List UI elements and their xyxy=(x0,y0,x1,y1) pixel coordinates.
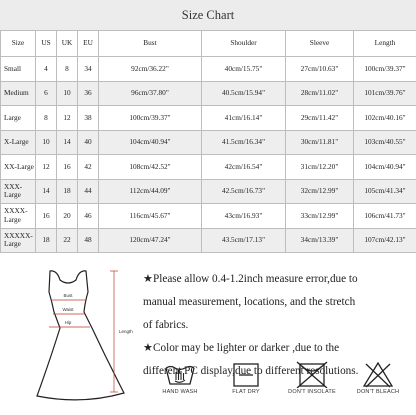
dress-outline xyxy=(37,271,124,400)
care-label: DON'T INSOLATE xyxy=(288,389,336,395)
table-cell: 120cm/47.24" xyxy=(99,228,202,253)
table-cell: 116cm/45.67" xyxy=(99,204,202,229)
table-cell: 30cm/11.81" xyxy=(286,130,354,155)
table-cell: 42cm/16.54" xyxy=(202,155,286,180)
size-cell: X-Large xyxy=(1,130,36,155)
table-cell: 8 xyxy=(36,106,57,131)
column-header: Bust xyxy=(99,31,202,57)
table-cell: 6 xyxy=(36,81,57,106)
table-cell: 44 xyxy=(78,179,99,204)
table-cell: 43cm/16.93" xyxy=(202,204,286,229)
table-cell: 96cm/37.80" xyxy=(99,81,202,106)
table-cell: 100cm/39.37" xyxy=(99,106,202,131)
table-cell: 46 xyxy=(78,204,99,229)
column-header: US xyxy=(36,31,57,57)
table-cell: 10 xyxy=(57,81,78,106)
column-header: UK xyxy=(57,31,78,57)
length-label: Length xyxy=(119,329,133,334)
table-cell: 41.5cm/16.34" xyxy=(202,130,286,155)
hip-label: Hip xyxy=(64,320,72,325)
table-row xyxy=(1,155,416,180)
table-cell: 103cm/40.55" xyxy=(354,130,416,155)
flat-dry-icon xyxy=(228,360,264,388)
table-cell: 8 xyxy=(57,57,78,82)
table-row xyxy=(1,57,416,82)
table-row xyxy=(1,228,416,253)
dress-measurement-diagram xyxy=(22,268,137,408)
size-table xyxy=(0,30,416,253)
size-cell: XX-Large xyxy=(1,155,36,180)
table-cell: 40 xyxy=(78,130,99,155)
column-header: EU xyxy=(78,31,99,57)
bust-label: Bust xyxy=(63,293,73,298)
table-cell: 32cm/12.99" xyxy=(286,179,354,204)
table-row xyxy=(1,106,416,131)
table-cell: 12 xyxy=(36,155,57,180)
table-cell: 104cm/40.94" xyxy=(354,155,416,180)
table-cell: 43.5cm/17.13" xyxy=(202,228,286,253)
table-cell: 14 xyxy=(57,130,78,155)
table-cell: 27cm/10.63" xyxy=(286,57,354,82)
table-row xyxy=(1,81,416,106)
table-cell: 41cm/16.14" xyxy=(202,106,286,131)
column-header: Sleeve xyxy=(286,31,354,57)
table-cell: 16 xyxy=(57,155,78,180)
table-cell: 36 xyxy=(78,81,99,106)
note-line: different PC display,due to different resolutions. xyxy=(143,365,359,377)
table-header-row xyxy=(1,31,416,57)
note-line: of fabrics. xyxy=(143,319,189,331)
table-cell: 4 xyxy=(36,57,57,82)
table-cell: 112cm/44.09" xyxy=(99,179,202,204)
table-row xyxy=(1,179,416,204)
table-cell: 34 xyxy=(78,57,99,82)
table-cell: 92cm/36.22" xyxy=(99,57,202,82)
table-cell: 10 xyxy=(36,130,57,155)
table-cell: 107cm/42.13" xyxy=(354,228,416,253)
table-cell: 18 xyxy=(57,179,78,204)
table-cell: 40cm/15.75" xyxy=(202,57,286,82)
table-cell: 106cm/41.73" xyxy=(354,204,416,229)
size-cell: Large xyxy=(1,106,36,131)
table-cell: 105cm/41.34" xyxy=(354,179,416,204)
table-cell: 33cm/12.99" xyxy=(286,204,354,229)
table-cell: 20 xyxy=(57,204,78,229)
care-label: FLAT DRY xyxy=(232,389,260,395)
column-header: Length xyxy=(354,31,416,57)
column-header: Size xyxy=(1,31,36,57)
table-cell: 16 xyxy=(36,204,57,229)
care-dont-bleach xyxy=(348,360,408,415)
table-cell: 34cm/13.39" xyxy=(286,228,354,253)
table-cell: 42.5cm/16.73" xyxy=(202,179,286,204)
size-cell: XXXXX- Large xyxy=(1,228,36,253)
table-cell: 22 xyxy=(57,228,78,253)
size-cell: Small xyxy=(1,57,36,82)
care-label: HAND WASH xyxy=(162,389,198,395)
note-line: ★Color may be lighter or darker ,due to the xyxy=(143,342,340,354)
size-chart-title: Size Chart xyxy=(0,0,416,30)
table-cell: 48 xyxy=(78,228,99,253)
column-header: Shoulder xyxy=(202,31,286,57)
table-cell: 31cm/12.20" xyxy=(286,155,354,180)
table-row xyxy=(1,130,416,155)
table-cell: 38 xyxy=(78,106,99,131)
table-cell: 14 xyxy=(36,179,57,204)
table-cell: 18 xyxy=(36,228,57,253)
table-cell: 40.5cm/15.94" xyxy=(202,81,286,106)
note-line: manual measurement, locations, and the stretch xyxy=(143,296,356,308)
dont-bleach-icon xyxy=(360,360,396,388)
size-cell: XXX- Large xyxy=(1,179,36,204)
waist-label: Waist xyxy=(62,307,74,312)
table-cell: 29cm/11.42" xyxy=(286,106,354,131)
care-instructions xyxy=(150,360,412,415)
size-cell: Medium xyxy=(1,81,36,106)
table-cell: 100cm/39.37" xyxy=(354,57,416,82)
table-cell: 104cm/40.94" xyxy=(99,130,202,155)
size-cell: XXXX- Large xyxy=(1,204,36,229)
dont-insolate-icon xyxy=(294,360,330,388)
care-flat-dry xyxy=(216,360,276,415)
table-row xyxy=(1,204,416,229)
table-cell: 108cm/42.52" xyxy=(99,155,202,180)
table-cell: 101cm/39.76" xyxy=(354,81,416,106)
table-cell: 28cm/11.02" xyxy=(286,81,354,106)
note-line: ★Please allow 0.4-1.2inch measure error,due to xyxy=(143,273,358,285)
table-cell: 12 xyxy=(57,106,78,131)
care-dont-insolate xyxy=(282,360,342,415)
hand-wash-icon xyxy=(162,360,198,388)
table-cell: 102cm/40.16" xyxy=(354,106,416,131)
care-label: DON'T BLEACH xyxy=(356,389,400,395)
care-hand-wash xyxy=(150,360,210,415)
table-cell: 42 xyxy=(78,155,99,180)
